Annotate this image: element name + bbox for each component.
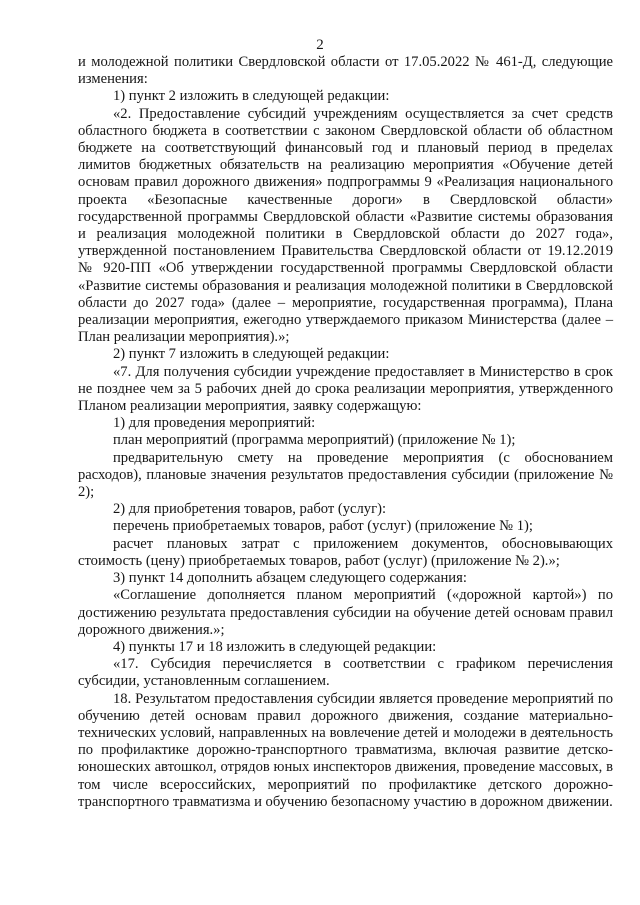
paragraph: 1) для проведения мероприятий: xyxy=(113,415,316,432)
paragraph: «7. Для получения субсидии учреждение предоставляет в Министерство в срок не позднее чем за 5 рабочих дней до срока реализации мероприятия, утвержденного Планом реализации мероприятия, заявку содержащую: xyxy=(78,363,613,415)
page-number: 2 xyxy=(316,37,324,53)
paragraph: 1) пункт 2 изложить в следующей редакции: xyxy=(113,88,390,105)
paragraph: и молодежной политики Свердловской области от 17.05.2022 № 461-Д, следующие изменения: xyxy=(78,54,613,88)
paragraph: перечень приобретаемых товаров, работ (услуг) (приложение № 1); xyxy=(113,518,533,535)
paragraph: расчет плановых затрат с приложением документов, обосновывающих стоимость (цену) приобретаемых товаров, работ (услуг) (приложение № 2).»; xyxy=(78,535,613,569)
paragraph: план мероприятий (программа мероприятий) (приложение № 1); xyxy=(113,432,516,449)
paragraph: «2. Предоставление субсидий учреждениям осуществляется за счет средств областного бюджета в соответствии с законом Свердловской области об областном бюджете на соответствующий финансовый год и плановый период в пределах лимитов бюджетных обязательств на реализацию мероприятия «Обучение детей основам правил дорожного движения» подпрограммы 9 «Реализация национального проекта «Безопасные качественные дороги» в Свердловской области» государственной программы Свердловской области «Развитие системы образования и реализация молодежной политики в Свердловской области до 2027 года», утвержденной постановлением Правительства Свердловской области от 19.12.2019 № 920-ПП «Об утверждении государственной программы Свердловской области «Развитие системы образования и реализация молодежной политики в Свердловской области до 2027 года» (далее – мероприятие, государственная программа), Плана реализации мероприятия, ежегодно утверждаемого приказом Министерства (далее – План реализации мероприятия).»; xyxy=(78,105,613,346)
paragraph: 18. Результатом предоставления субсидии является проведение мероприятий по обучению детей основам правил дорожного движения, создание материально-технических условий, направленных на вовлечение детей и молодежи в деятельность по профилактике дорожно-транспортного травматизма, включая развитие детско-юношеских автошкол, отрядов юных инспекторов движения, проведение массовых, в том числе всероссийских, мероприятий по профилактике детского дорожно-транспортного травматизма и обучению безопасному участию в дорожном движении. xyxy=(78,690,613,810)
paragraph: 2) для приобретения товаров, работ (услуг): xyxy=(113,501,387,518)
paragraph: 4) пункты 17 и 18 изложить в следующей редакции: xyxy=(113,638,437,655)
paragraph: «Соглашение дополняется планом мероприятий («дорожной картой») по достижению результата предоставления субсидии на обучение детей основам правил дорожного движения.»; xyxy=(78,587,613,638)
paragraph: 3) пункт 14 дополнить абзацем следующего содержания: xyxy=(113,570,467,587)
paragraph: «17. Субсидия перечисляется в соответствии с графиком перечисления субсидии, установленным соглашением. xyxy=(78,656,613,690)
document-body xyxy=(78,54,613,811)
paragraph: 2) пункт 7 изложить в следующей редакции: xyxy=(113,346,390,363)
paragraph: предварительную смету на проведение мероприятия (с обоснованием расходов), плановые значения результатов предоставления субсидии (приложение № 2); xyxy=(78,449,613,501)
